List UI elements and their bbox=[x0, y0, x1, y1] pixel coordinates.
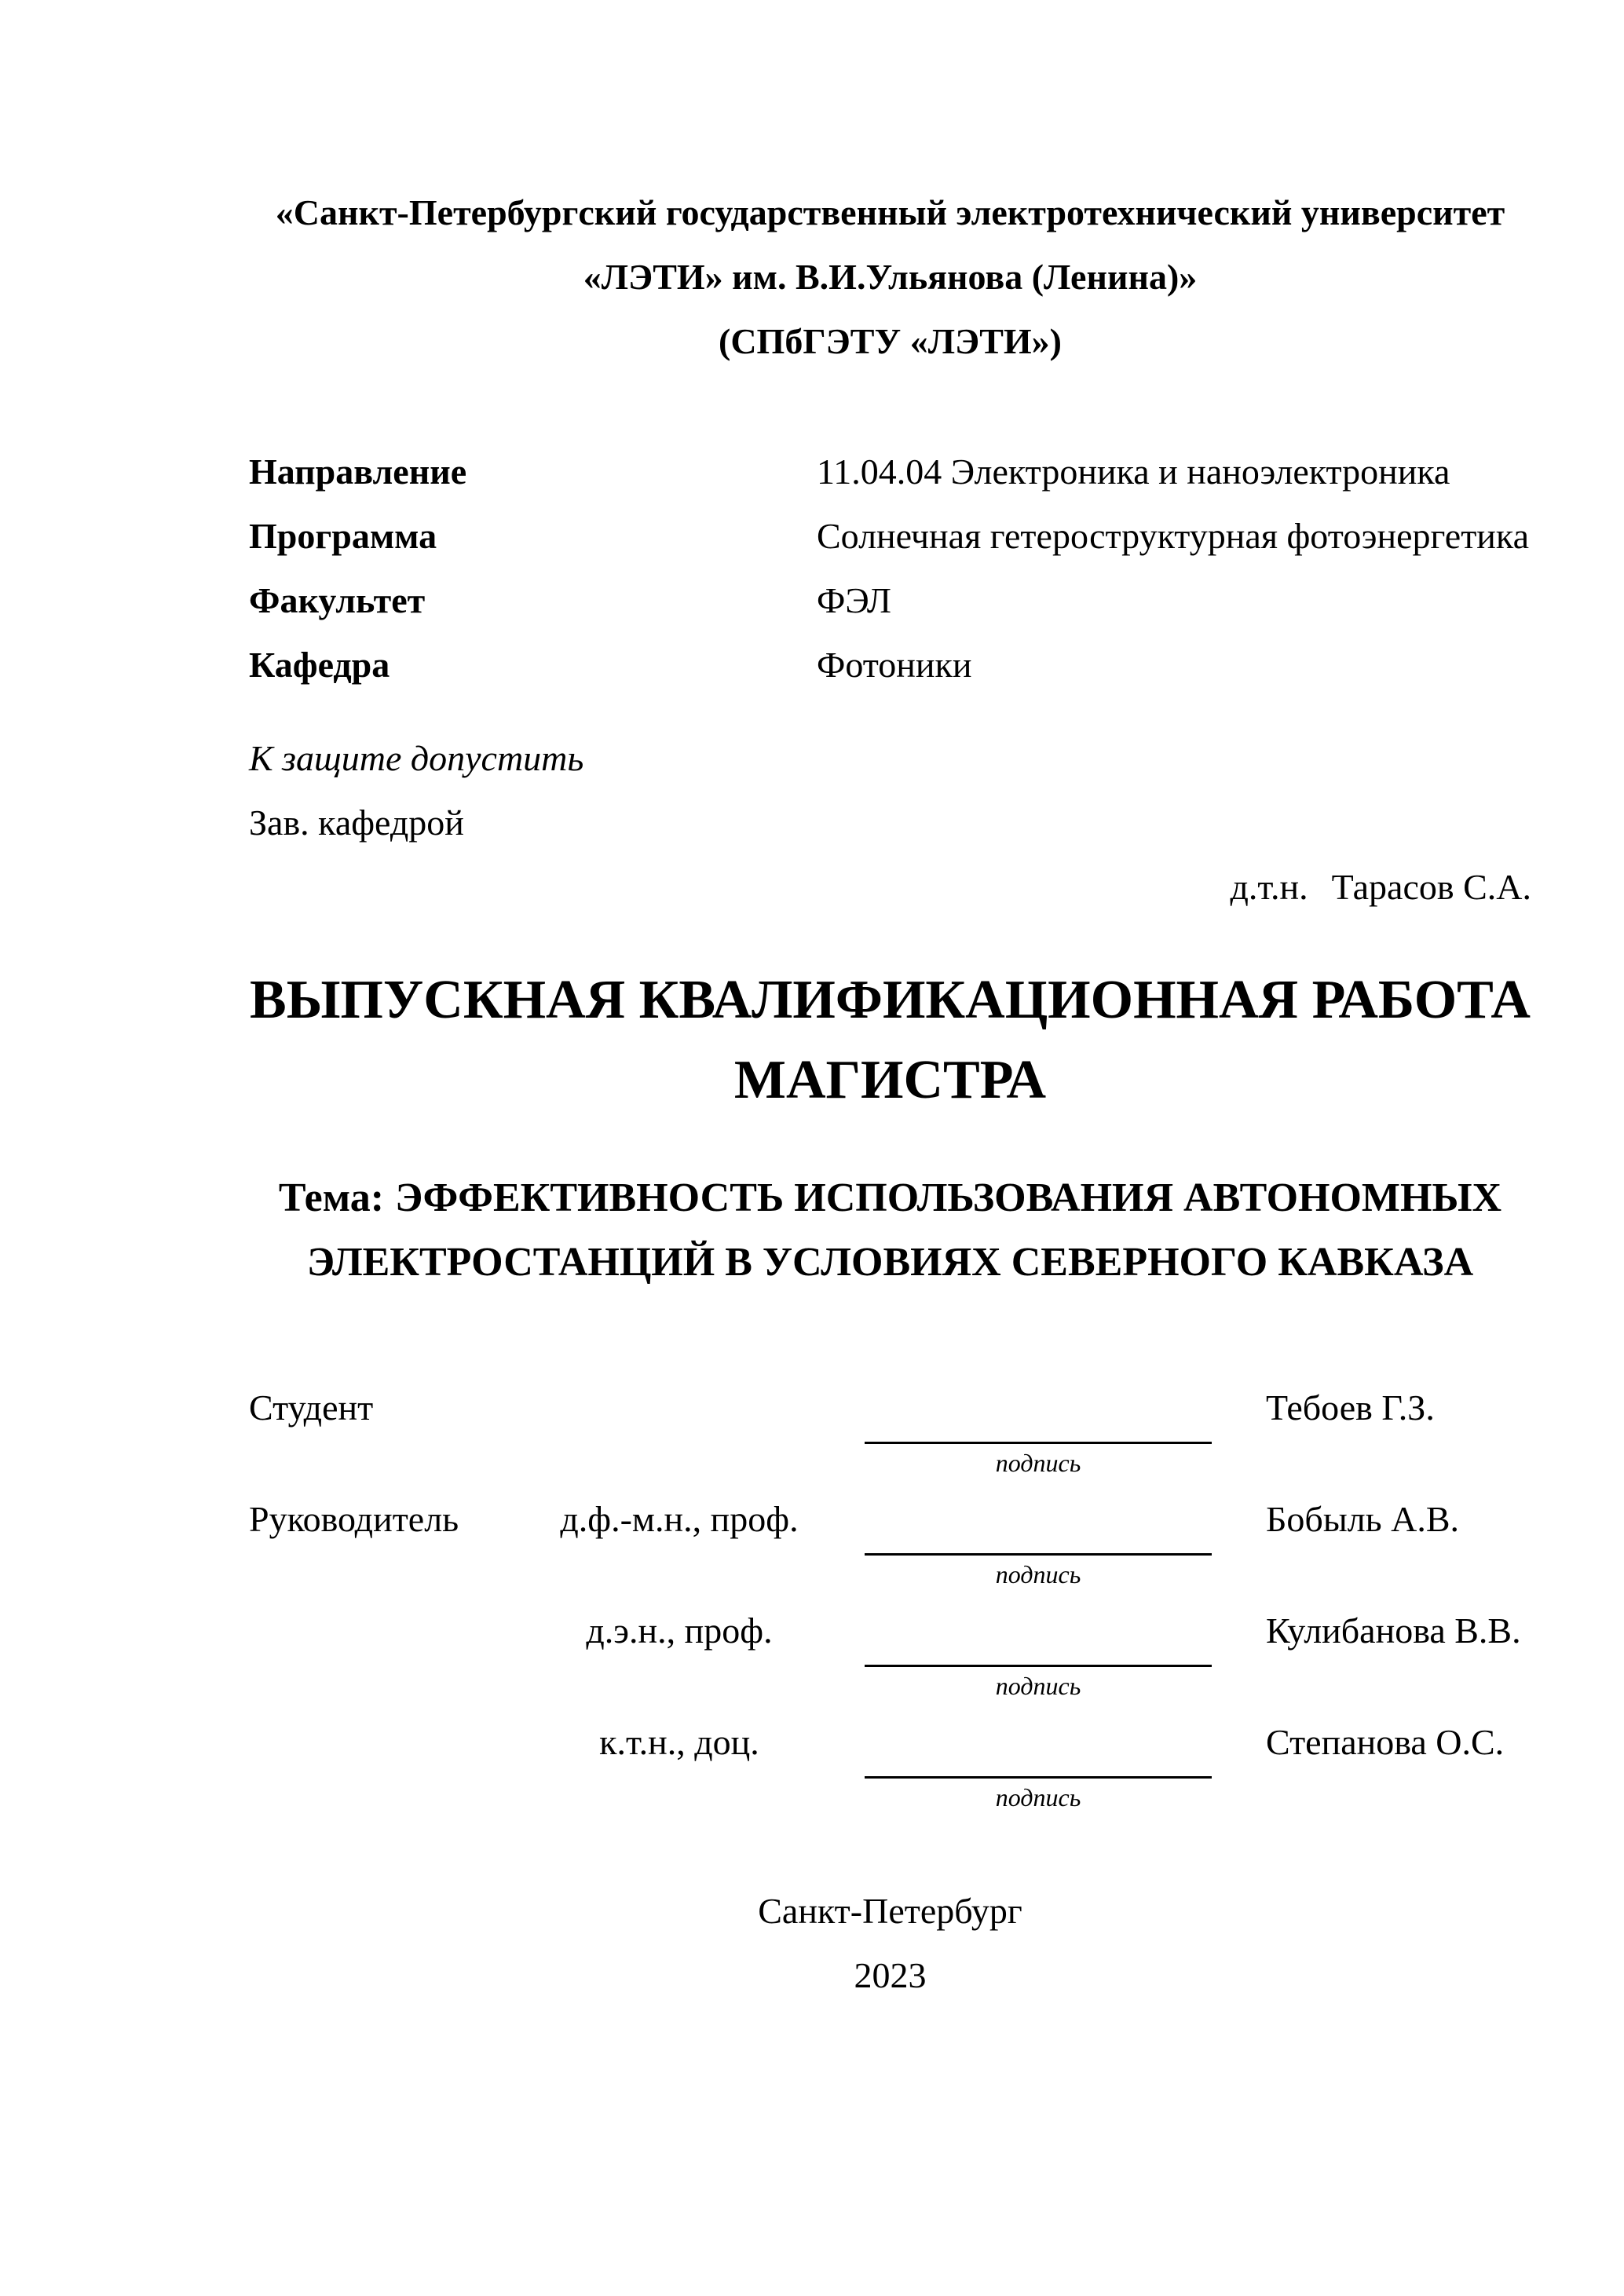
signature-field bbox=[865, 1720, 1212, 1813]
signature-caption: подпись bbox=[995, 1560, 1081, 1589]
signature-caption: подпись bbox=[995, 1449, 1081, 1477]
signature-role: Студент bbox=[249, 1387, 374, 1428]
info-row-direction bbox=[249, 440, 1531, 504]
direction-label: Направление bbox=[249, 452, 467, 492]
signature-degree: д.э.н., проф. bbox=[586, 1610, 773, 1651]
university-name-line-1: «Санкт-Петербургский государственный электротехнический университет bbox=[275, 192, 1505, 232]
signature-field bbox=[865, 1609, 1212, 1702]
signature-row-supervisor bbox=[249, 1497, 1531, 1609]
admission-note: К защите допустить bbox=[249, 738, 584, 778]
signature-name: Кулибанова В.В. bbox=[1266, 1610, 1521, 1651]
signature-role: Руководитель bbox=[249, 1499, 459, 1539]
approver-line bbox=[249, 855, 1531, 919]
program-info-section bbox=[249, 440, 1531, 697]
signature-degree: к.т.н., доц. bbox=[599, 1722, 759, 1762]
signature-caption: подпись bbox=[995, 1672, 1081, 1700]
approver-name: Тарасов С.А. bbox=[1331, 867, 1531, 907]
university-header bbox=[249, 181, 1531, 374]
info-row-program bbox=[249, 504, 1531, 569]
program-value: Солнечная гетероструктурная фотоэнергетика bbox=[817, 516, 1529, 556]
university-abbreviation: (СПбГЭТУ «ЛЭТИ») bbox=[719, 321, 1062, 361]
theme-text: ЭФФЕКТИВНОСТЬ ИСПОЛЬЗОВАНИЯ АВТОНОМНЫХ ЭЛЕКТРОСТАНЦИЙ В УСЛОВИЯХ СЕВЕРНОГО КАВКАЗА bbox=[306, 1175, 1502, 1285]
signature-degree: д.ф.-м.н., проф. bbox=[560, 1499, 799, 1539]
signature-row-student bbox=[249, 1386, 1531, 1497]
signature-name: Бобыль А.В. bbox=[1266, 1499, 1460, 1539]
signature-row-consultant-1 bbox=[249, 1609, 1531, 1720]
signature-name: Тебоев Г.З. bbox=[1266, 1387, 1435, 1428]
info-row-faculty bbox=[249, 569, 1531, 633]
thesis-title: ВЫПУСКНАЯ КВАЛИФИКАЦИОННАЯ РАБОТА МАГИСТРА bbox=[250, 970, 1531, 1110]
signature-name: Степанова О.С. bbox=[1266, 1722, 1505, 1762]
direction-value: 11.04.04 Электроника и наноэлектроника bbox=[817, 452, 1450, 492]
theme-label: Тема: bbox=[278, 1175, 385, 1220]
signatures-section bbox=[249, 1386, 1531, 1832]
signature-row-consultant-2 bbox=[249, 1720, 1531, 1832]
footer-year: 2023 bbox=[854, 1955, 927, 1995]
admission-block bbox=[249, 726, 1531, 919]
footer-city: Санкт-Петербург bbox=[758, 1891, 1022, 1931]
head-of-department-label: Зав. кафедрой bbox=[249, 803, 464, 843]
info-row-department bbox=[249, 633, 1531, 697]
program-label: Программа bbox=[249, 516, 437, 556]
signature-field bbox=[865, 1386, 1212, 1479]
signature-caption: подпись bbox=[995, 1783, 1081, 1812]
approver-degree: д.т.н. bbox=[1230, 867, 1308, 907]
signature-field bbox=[865, 1497, 1212, 1590]
thesis-theme bbox=[249, 1166, 1531, 1295]
department-value: Фотоники bbox=[817, 645, 972, 685]
faculty-label: Факультет bbox=[249, 580, 426, 620]
faculty-value: ФЭЛ bbox=[817, 580, 892, 620]
university-name-line-2: «ЛЭТИ» им. В.И.Ульянова (Ленина)» bbox=[583, 257, 1198, 297]
footer bbox=[249, 1879, 1531, 2008]
department-label: Кафедра bbox=[249, 645, 390, 685]
